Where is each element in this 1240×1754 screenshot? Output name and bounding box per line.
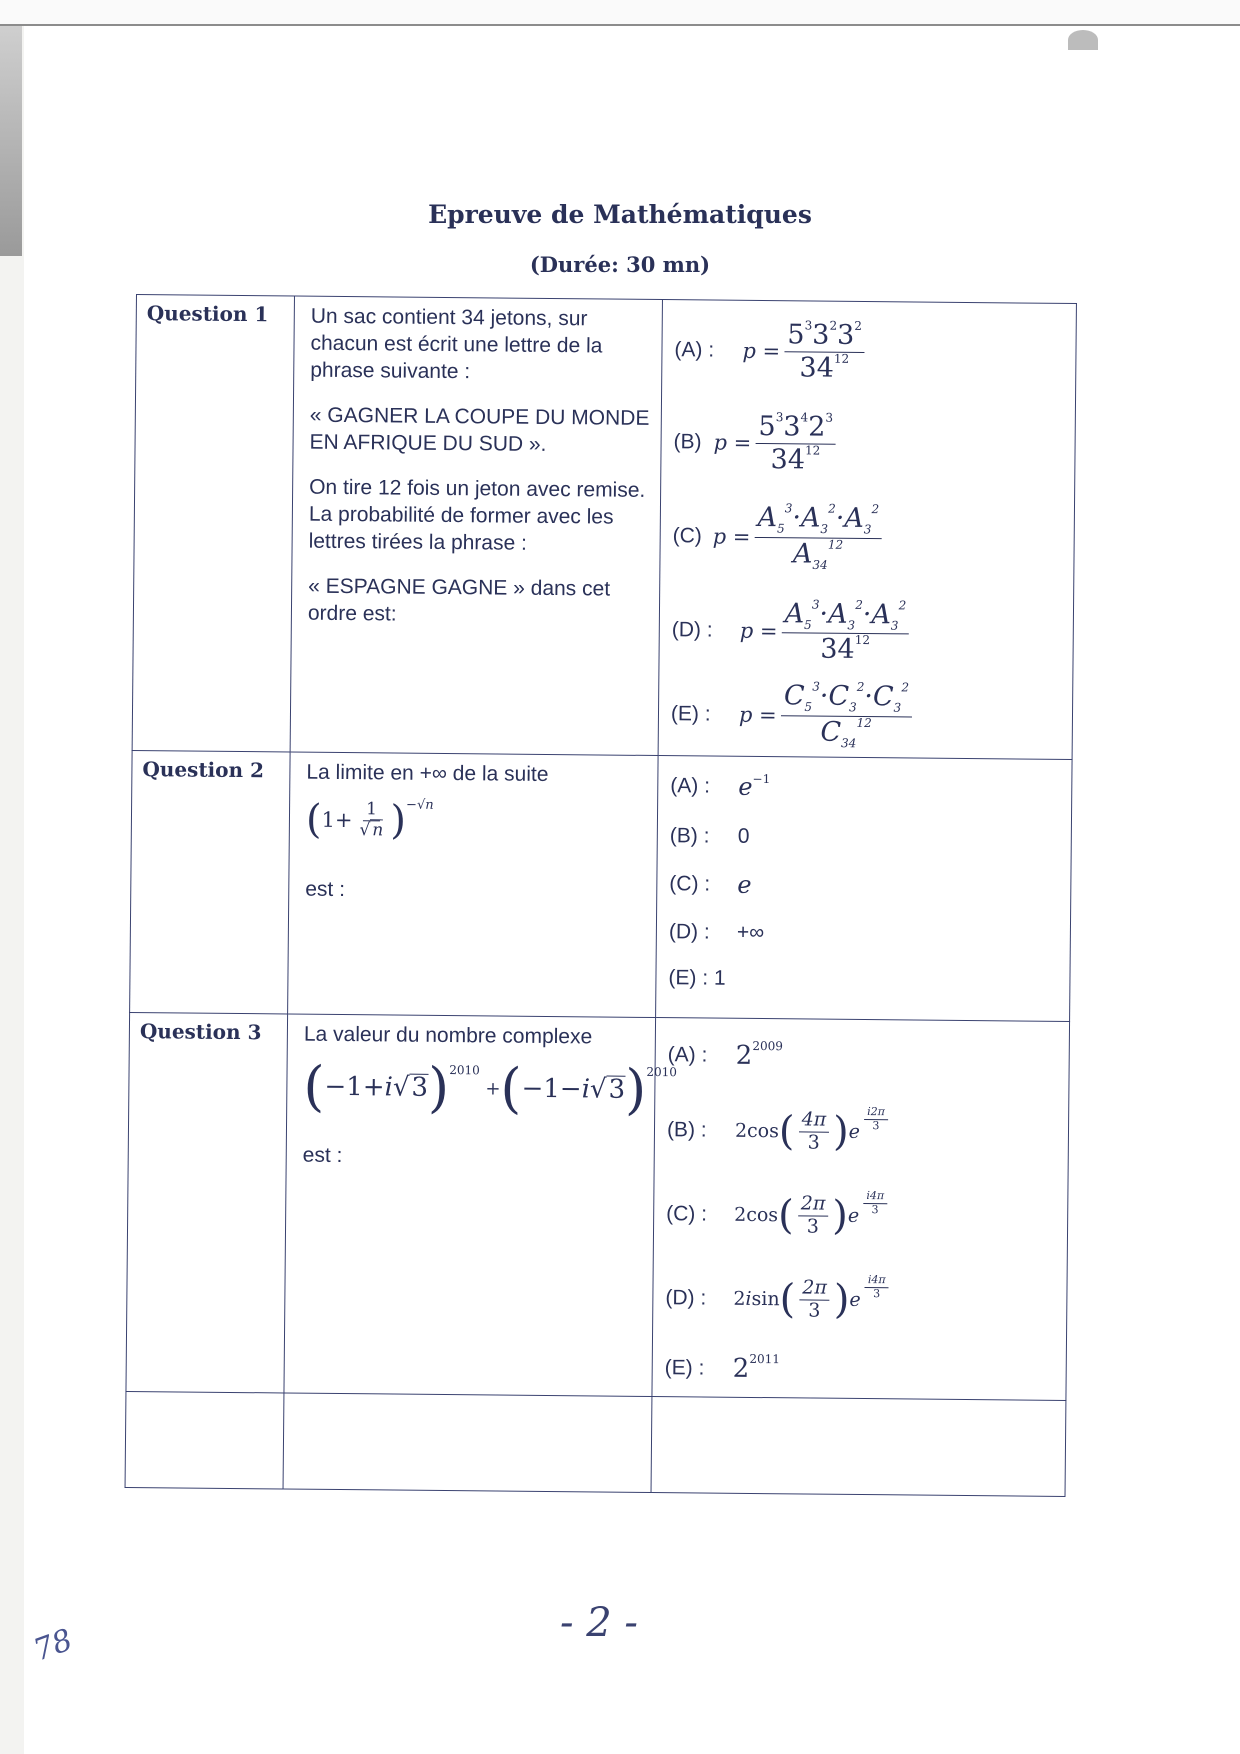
answer-options	[656, 756, 1072, 1022]
option-e	[671, 676, 1065, 756]
option-d	[671, 584, 1065, 680]
complex-expression: ( −1+ i √ 3 ) 2010 + ( −1− i √ 3 ) 2010	[303, 1054, 678, 1121]
option-label: (C) :	[669, 872, 711, 896]
answer-options	[658, 300, 1076, 760]
statement-end: est :	[302, 1143, 343, 1168]
infinity-symbol: +∞	[419, 761, 447, 786]
option-a	[667, 1022, 1061, 1092]
option-a	[674, 304, 1068, 400]
exponent: 2010	[646, 1064, 678, 1079]
question-statement	[288, 752, 658, 1018]
empty-cell	[651, 1397, 1066, 1497]
margin-note: 78	[29, 1622, 78, 1669]
statement-text: La limite en	[306, 760, 414, 785]
formula: 2 2011	[732, 1351, 780, 1384]
questions-table	[125, 294, 1077, 1497]
option-label: (E) :	[664, 1356, 705, 1380]
option-label: (D) :	[668, 920, 710, 944]
option-value: 0	[737, 824, 750, 848]
option-label: (D) :	[671, 618, 713, 642]
option-d	[665, 1256, 1059, 1344]
option-b	[673, 396, 1067, 492]
question-label: Question 3	[126, 1012, 288, 1392]
formula: p = $\frac{5^33^42^3}{34^{12}}$	[713, 411, 840, 475]
question-label: Question 1	[132, 295, 294, 752]
exam-title: Epreuve de Mathématiques	[428, 200, 812, 229]
formula: e −1	[738, 771, 771, 801]
question-statement	[290, 296, 662, 756]
option-label: (A) :	[667, 1043, 708, 1067]
option-label: (E) : 1	[668, 966, 726, 990]
statement-paragraph: On tire 12 fois un jeton avec remise. La probabilité de former avec les lettres tirées la phrase :	[308, 475, 646, 555]
exponent: 2011	[749, 1351, 780, 1367]
scan-binder-mark	[1068, 30, 1098, 50]
option-label: (C)	[672, 524, 702, 548]
exponent: 2010	[449, 1062, 480, 1077]
formula: p = $\frac{C_5^3\cdot C_3^2\cdot C_3^2}{C_{34}^{12}}$	[739, 680, 916, 751]
option-d	[669, 908, 1062, 960]
option-e	[668, 956, 1061, 1004]
option-label: (B) :	[666, 1118, 707, 1142]
statement-paragraph: « ESPAGNE GAGNE » dans cet ordre est:	[307, 574, 611, 626]
option-label: (A) :	[674, 338, 715, 362]
question-statement	[284, 1014, 678, 1397]
option-c	[672, 488, 1066, 588]
formula: 2 i sin ( $\frac{2\pi}{3}$ ) e $\frac{i4\pi}{3}$	[733, 1276, 892, 1322]
question-label: Question 2	[130, 750, 291, 1014]
formula: p = $\frac{5^33^23^2}{34^{12}}$	[742, 319, 869, 383]
exam-duration: (Durée: 30 mn)	[529, 252, 711, 277]
option-b	[667, 1088, 1061, 1176]
option-value: +∞	[736, 920, 765, 945]
question-row-3	[126, 1012, 1070, 1400]
option-e	[664, 1340, 1058, 1400]
question-row-1	[132, 295, 1076, 760]
formula: p = $\frac{A_5^3\cdot A_3^2\cdot A_3^2}{A_{34}^{12}}$	[712, 502, 886, 573]
sequence-formula: ( 1+ $\frac{1}{√ n}$ ) −√n	[305, 796, 434, 844]
empty-cell	[125, 1391, 284, 1489]
option-label: (B) :	[669, 824, 710, 848]
statement-line	[306, 759, 647, 789]
option-label: (B)	[673, 430, 702, 454]
statement-paragraph: « GAGNER LA COUPE DU MONDE EN AFRIQUE DU SUD ».	[309, 403, 650, 456]
option-c	[666, 1172, 1060, 1260]
formula: 2cos ( $\frac{2\pi}{3}$ ) e $\frac{i4\pi}{3}$	[734, 1192, 891, 1238]
formula: 2 2009	[735, 1038, 783, 1071]
option-label: (C) :	[666, 1202, 708, 1226]
empty-row	[125, 1391, 1066, 1496]
statement-end: est :	[305, 877, 346, 902]
option-c	[669, 860, 1062, 912]
option-label: (E) :	[670, 702, 711, 726]
statement-text: La valeur du nombre complexe	[303, 1022, 593, 1049]
page-number: - 2 -	[560, 1600, 638, 1646]
question-row-2	[130, 750, 1072, 1021]
exponent: 2009	[752, 1038, 783, 1054]
option-label: (A) :	[670, 774, 711, 798]
formula: p = $\frac{A_5^3\cdot A_3^2\cdot A_3^2}{34^{12}}$	[739, 598, 913, 666]
scan-top-edge	[0, 0, 1240, 26]
answer-options	[652, 1018, 1070, 1401]
formula: 2cos ( $\frac{4\pi}{3}$ ) e $\frac{i2\pi}{3}$	[735, 1108, 892, 1154]
statement-paragraph: Un sac contient 34 jetons, sur chacun est écrit une lettre de la phrase suivante :	[310, 304, 603, 384]
option-label: (D) :	[665, 1286, 707, 1310]
option-value: e	[737, 870, 752, 899]
empty-cell	[283, 1393, 652, 1493]
option-b	[670, 812, 1063, 864]
statement-text: de la suite	[452, 762, 549, 786]
option-a	[670, 760, 1063, 816]
